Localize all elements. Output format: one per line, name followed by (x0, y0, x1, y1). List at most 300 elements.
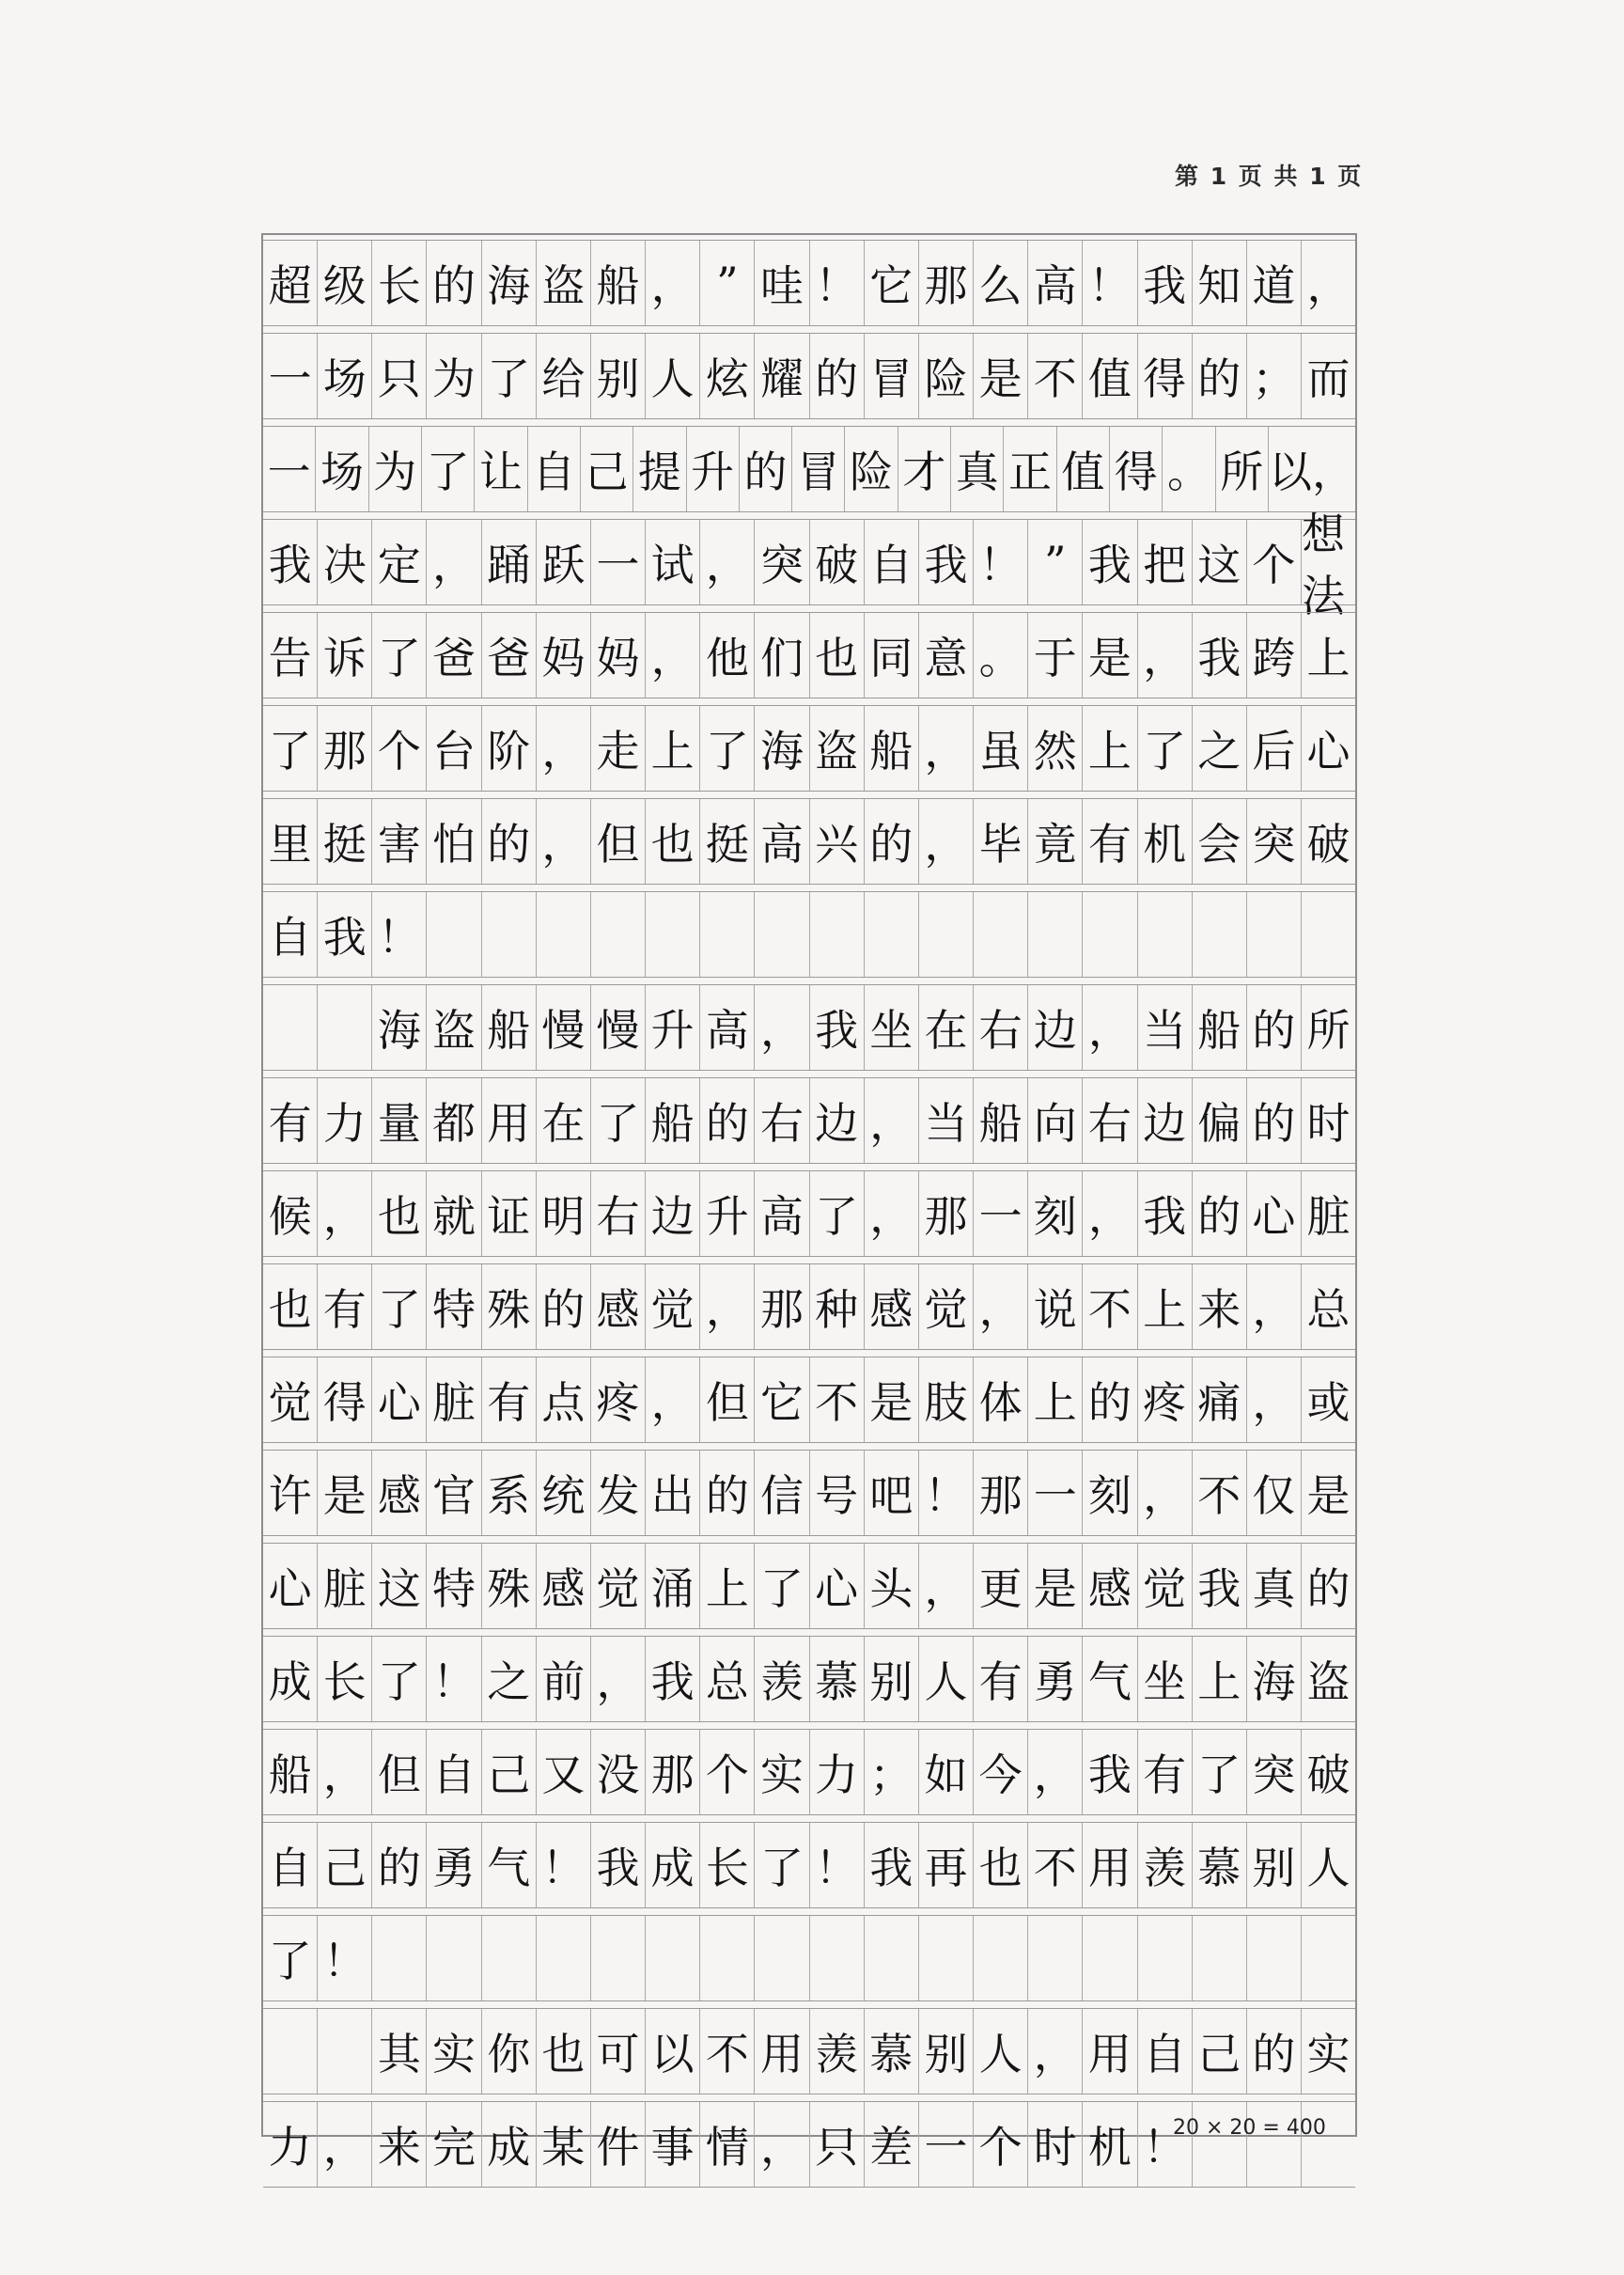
grid-cell: 在 (536, 1078, 590, 1163)
grid-cell: 差 (864, 2102, 918, 2187)
grid-cell: 勇 (426, 1823, 480, 1907)
grid-cell: 冒 (864, 334, 918, 418)
grid-cell: 毕 (973, 799, 1027, 884)
grid-cell: 情 (699, 2102, 754, 2187)
essay-line (263, 1543, 1355, 1629)
grid-cell: 的 (1301, 1544, 1355, 1628)
grid-cell: ！ (918, 1451, 973, 1535)
grid-cell: 候 (268, 1191, 312, 1242)
grid-cell: 它 (864, 241, 918, 325)
grid-cell: 踊 (481, 520, 536, 604)
grid-cell: 系 (481, 1451, 536, 1535)
grid-cell: 是 (973, 334, 1027, 418)
grid-cell: ！ (371, 892, 426, 977)
grid-cell: 知 (1192, 241, 1246, 325)
grid-cell: 为 (368, 427, 421, 511)
grid-cell: 那 (918, 241, 973, 325)
grid-cell: 事 (645, 2102, 699, 2187)
grid-cell (426, 892, 480, 977)
grid-cell: 所 (1301, 985, 1355, 1070)
grid-cell: 用 (481, 1078, 536, 1163)
grid-cell (1137, 892, 1192, 977)
grid-cell: 跃 (536, 520, 590, 604)
grid-cell: 以 (645, 2009, 699, 2094)
essay-line (263, 2101, 1355, 2188)
grid-cell: 觉 (268, 1377, 312, 1428)
grid-cell: 感 (371, 1451, 426, 1535)
grid-cell: 害 (371, 799, 426, 884)
grid-cell: 会 (1192, 799, 1246, 884)
grid-cell: 统 (536, 1451, 590, 1535)
grid-cell: ， (645, 241, 699, 325)
grid-cell (481, 1916, 536, 2000)
grid-cell: 竟 (1027, 799, 1082, 884)
grid-cell: 脏 (1301, 1171, 1355, 1256)
grid-cell: ！ (1082, 241, 1136, 325)
grid-cell: 他 (699, 613, 754, 698)
grid-cell: 个 (699, 1730, 754, 1814)
grid-cell: 慕 (1192, 1823, 1246, 1907)
grid-cell (973, 892, 1027, 977)
grid-cell: 说 (1027, 1264, 1082, 1349)
grid-cell: ” (1027, 520, 1082, 604)
grid-cell: 之 (1192, 706, 1246, 791)
grid-cell: 疼 (590, 1357, 645, 1442)
grid-cell: 险 (918, 334, 973, 418)
grid-cell: 只 (809, 2102, 864, 2187)
grid-cell: 里 (268, 819, 312, 870)
grid-cell: 信 (754, 1451, 808, 1535)
grid-cell: ！ (426, 1637, 480, 1721)
grid-cell: 阶 (481, 706, 536, 791)
grid-cell: 羡 (754, 1637, 808, 1721)
grid-cell: 我 (918, 520, 973, 604)
grid-cell: ， (536, 799, 590, 884)
grid-cell: ， (699, 1264, 754, 1349)
grid-cell: 时 (1301, 1078, 1355, 1163)
grid-cell: 心 (809, 1544, 864, 1628)
grid-cell: 盗 (1301, 1637, 1355, 1721)
grid-cell: 场 (315, 427, 367, 511)
grid-cell: ， (754, 985, 808, 1070)
grid-cell: 今 (973, 1730, 1027, 1814)
grid-cell: 耀 (754, 334, 808, 418)
page-indicator: 第 1 页 共 1 页 (1175, 163, 1364, 190)
grid-cell: ！ (809, 241, 864, 325)
grid-cell: 才 (898, 427, 950, 511)
grid-cell: 了 (754, 1544, 808, 1628)
grid-cell: 这 (371, 1544, 426, 1628)
grid-cell: 也 (645, 799, 699, 884)
grid-cell: 也 (268, 1284, 312, 1335)
grid-cell (645, 1916, 699, 2000)
grid-cell: 但 (699, 1357, 754, 1442)
grid-cell: 用 (1082, 1823, 1136, 1907)
grid-cell: 自 (268, 1843, 312, 1893)
grid-cell: 边 (645, 1171, 699, 1256)
grid-cell: ， (1082, 985, 1136, 1070)
essay-line (263, 240, 1355, 326)
grid-cell: 力 (317, 1078, 371, 1163)
grid-cell: 。 (973, 613, 1027, 698)
grid-cell: 海 (371, 985, 426, 1070)
grid-cell: 许 (268, 1470, 312, 1521)
grid-cell: 刻 (1027, 1171, 1082, 1256)
grid-cell: 海 (754, 706, 808, 791)
grid-cell: 一 (268, 353, 312, 404)
essay-line (263, 1822, 1355, 1908)
grid-cell: 兴 (809, 799, 864, 884)
grid-cell: 船 (973, 1078, 1027, 1163)
grid-cell: 仅 (1246, 1451, 1301, 1535)
grid-cell (263, 985, 317, 1070)
grid-cell: 某 (536, 2102, 590, 2187)
grid-cell: 我 (268, 540, 312, 590)
grid-cell: ， (317, 2102, 371, 2187)
grid-cell: 己 (580, 427, 632, 511)
grid-cell: ， (973, 1264, 1027, 1349)
grid-cell: 想法 (1301, 520, 1355, 604)
essay-line (263, 891, 1355, 978)
grid-cell: 不 (1192, 1451, 1246, 1535)
grid-cell: ， (590, 1637, 645, 1721)
grid-cell: 挺 (317, 799, 371, 884)
grid-cell: 刻 (1082, 1451, 1136, 1535)
essay-line (263, 1077, 1355, 1164)
grid-cell: 但 (371, 1730, 426, 1814)
grid-cell (1246, 2102, 1301, 2187)
grid-cell: 疼 (1137, 1357, 1192, 1442)
grid-cell: 怕 (426, 799, 480, 884)
grid-cell: 觉 (590, 1544, 645, 1628)
grid-cell: ； (1246, 334, 1301, 418)
grid-cell: 点 (536, 1357, 590, 1442)
grid-cell: 证 (481, 1171, 536, 1256)
grid-cell: 机 (1082, 2102, 1136, 2187)
grid-cell: 为 (426, 334, 480, 418)
grid-cell: 力 (268, 2122, 312, 2173)
grid-cell: 痛 (1192, 1357, 1246, 1442)
essay-line (263, 333, 1355, 419)
grid-cell: 也 (809, 613, 864, 698)
grid-cell: 人 (1301, 1823, 1355, 1907)
grid-cell: 总 (1301, 1264, 1355, 1349)
grid-cell: 人 (918, 1637, 973, 1721)
grid-cell: 然 (1027, 706, 1082, 791)
grid-cell: 的 (699, 1451, 754, 1535)
grid-cell: 场 (317, 334, 371, 418)
grid-cell: 升 (645, 985, 699, 1070)
grid-cell: 盗 (426, 985, 480, 1070)
grid-cell (645, 892, 699, 977)
grid-cell: 没 (590, 1730, 645, 1814)
grid-cell: ， (426, 520, 480, 604)
grid-cell: ， (1027, 1730, 1082, 1814)
grid-cell: 定 (371, 520, 426, 604)
grid-cell: 了 (1137, 706, 1192, 791)
grid-spec-label: 20 × 20 = 400 (1173, 2116, 1326, 2140)
grid-cell (1246, 1916, 1301, 2000)
grid-cell: ， (918, 1544, 973, 1628)
grid-cell: ， (1246, 1264, 1301, 1349)
grid-cell: 只 (371, 334, 426, 418)
grid-cell: 吧 (864, 1451, 918, 1535)
grid-cell (426, 1916, 480, 2000)
grid-cell: 用 (1082, 2009, 1136, 2094)
grid-cell: 勇 (1027, 1637, 1082, 1721)
grid-cell: 那 (918, 1171, 973, 1256)
grid-cell: 脏 (426, 1357, 480, 1442)
grid-cell: 上 (1192, 1637, 1246, 1721)
grid-cell: 头 (864, 1544, 918, 1628)
grid-cell: 得 (1137, 334, 1192, 418)
grid-cell: 的 (809, 334, 864, 418)
grid-cell: 了 (754, 1823, 808, 1907)
grid-cell (1192, 892, 1246, 977)
grid-cell: 特 (426, 1264, 480, 1349)
grid-cell: 一 (1027, 1451, 1082, 1535)
grid-cell: 不 (699, 2009, 754, 2094)
grid-cell: 心 (1246, 1171, 1301, 1256)
grid-cell: 炫 (699, 334, 754, 418)
grid-cell: 了 (481, 334, 536, 418)
grid-cell: 上 (1027, 1357, 1082, 1442)
grid-cell: 一 (590, 520, 645, 604)
grid-cell: 但 (590, 799, 645, 884)
grid-cell: 的 (699, 1078, 754, 1163)
grid-cell: 破 (1301, 799, 1355, 884)
grid-cell: 我 (1082, 520, 1136, 604)
grid-cell: 自 (864, 520, 918, 604)
grid-cell: 么 (973, 241, 1027, 325)
grid-cell: 边 (809, 1078, 864, 1163)
grid-cell (371, 1916, 426, 2000)
grid-cell: 力 (809, 1730, 864, 1814)
grid-cell: 实 (426, 2009, 480, 2094)
grid-cell: 不 (1082, 1264, 1136, 1349)
grid-cell (1027, 892, 1082, 977)
grid-cell: 用 (754, 2009, 808, 2094)
grid-cell (1192, 2102, 1246, 2187)
grid-cell (590, 892, 645, 977)
grid-cell: ， (918, 799, 973, 884)
grid-cell: 意 (918, 613, 973, 698)
grid-cell: 明 (536, 1171, 590, 1256)
grid-cell: 成 (481, 2102, 536, 2187)
grid-cell: 它 (754, 1357, 808, 1442)
grid-cell: 上 (645, 706, 699, 791)
grid-cell: 你 (481, 2009, 536, 2094)
grid-cell: 冒 (791, 427, 844, 511)
grid-cell (1246, 892, 1301, 977)
grid-cell: 是 (317, 1451, 371, 1535)
grid-cell: 我 (809, 985, 864, 1070)
grid-cell: 己 (481, 1730, 536, 1814)
grid-cell: 我 (864, 1823, 918, 1907)
grid-cell: 是 (864, 1357, 918, 1442)
grid-cell (317, 985, 371, 1070)
grid-cell: 那 (973, 1451, 1027, 1535)
grid-cell: 了 (268, 1936, 312, 1986)
grid-cell: 的 (1246, 985, 1301, 1070)
grid-cell: 的 (481, 799, 536, 884)
grid-cell: ， (536, 706, 590, 791)
grid-cell: 一 (267, 447, 311, 497)
grid-cell: 盗 (536, 241, 590, 325)
grid-cell: 一 (973, 1171, 1027, 1256)
grid-cell: 的 (1082, 1357, 1136, 1442)
grid-cell (1192, 1916, 1246, 2000)
grid-cell: 也 (973, 1823, 1027, 1907)
essay-line (263, 1263, 1355, 1350)
grid-cell: 有 (1082, 799, 1136, 884)
grid-cell (918, 1916, 973, 2000)
grid-cell (536, 1916, 590, 2000)
grid-cell (263, 2009, 317, 2094)
essay-line (263, 1357, 1355, 1443)
grid-cell: ； (864, 1730, 918, 1814)
grid-cell: 向 (1027, 1078, 1082, 1163)
grid-cell (864, 1916, 918, 2000)
grid-cell: 跨 (1246, 613, 1301, 698)
grid-cell: 的 (536, 1264, 590, 1349)
essay-line (263, 1915, 1355, 2001)
grid-cell: 的 (1246, 2009, 1301, 2094)
grid-cell: 级 (317, 241, 371, 325)
grid-cell: 坐 (1137, 1637, 1192, 1721)
grid-cell: 让 (474, 427, 526, 511)
grid-cell: 当 (1137, 985, 1192, 1070)
grid-cell: 上 (699, 1544, 754, 1628)
grid-cell: 都 (426, 1078, 480, 1163)
grid-cell: 机 (1137, 799, 1192, 884)
grid-cell: ， (1027, 2009, 1082, 2094)
grid-cell: 同 (864, 613, 918, 698)
grid-cell: 我 (1192, 613, 1246, 698)
grid-cell: 的 (1246, 1078, 1301, 1163)
composition-grid-paper (261, 233, 1357, 2173)
grid-cell: 告 (268, 633, 312, 683)
grid-cell: 之 (481, 1637, 536, 1721)
grid-cell: 的 (426, 241, 480, 325)
grid-cell (1301, 2102, 1355, 2187)
grid-cell: 突 (1246, 799, 1301, 884)
grid-cell: 哇 (754, 241, 808, 325)
grid-cell: 气 (481, 1823, 536, 1907)
grid-cell: ！ (809, 1823, 864, 1907)
grid-cell: ， (1137, 613, 1192, 698)
grid-cell: 虽 (973, 706, 1027, 791)
grid-cell: 殊 (481, 1264, 536, 1349)
grid-cell: 成 (268, 1656, 312, 1707)
essay-line (263, 1636, 1355, 1722)
grid-cell: 险 (844, 427, 897, 511)
essay-line (263, 1170, 1355, 1257)
essay-line (263, 1450, 1355, 1536)
grid-cell (973, 1916, 1027, 2000)
grid-cell: 慕 (809, 1637, 864, 1721)
grid-cell (809, 892, 864, 977)
grid-cell: 特 (426, 1544, 480, 1628)
grid-cell: 一 (918, 2102, 973, 2187)
grid-cell: 长 (317, 1637, 371, 1721)
grid-cell: 突 (754, 520, 808, 604)
grid-cell: 其 (371, 2009, 426, 2094)
grid-cell: 右 (754, 1078, 808, 1163)
grid-cell: 来 (1192, 1264, 1246, 1349)
grid-cell: 别 (1246, 1823, 1301, 1907)
grid-cell (754, 892, 808, 977)
grid-cell: 不 (1027, 1823, 1082, 1907)
grid-cell: 船 (1192, 985, 1246, 1070)
grid-cell: 感 (1082, 1544, 1136, 1628)
grid-cell: 升 (686, 427, 739, 511)
grid-cell: 羡 (1137, 1823, 1192, 1907)
grid-cell: 不 (1027, 334, 1082, 418)
grid-cell: 如 (918, 1730, 973, 1814)
grid-cell: 正 (1003, 427, 1055, 511)
grid-cell: 件 (590, 2102, 645, 2187)
grid-cell: 边 (1027, 985, 1082, 1070)
grid-cell: 心 (268, 1563, 312, 1614)
grid-cell: 实 (754, 1730, 808, 1814)
grid-cell: 坐 (864, 985, 918, 1070)
grid-cell: 也 (371, 1171, 426, 1256)
essay-line (263, 2008, 1355, 2095)
grid-cell: 号 (809, 1451, 864, 1535)
essay-line (263, 1729, 1355, 1815)
grid-cell: ， (645, 613, 699, 698)
grid-cell: 觉 (918, 1264, 973, 1349)
grid-cell: 我 (1192, 1544, 1246, 1628)
grid-cell: 了 (699, 706, 754, 791)
grid-cell: 高 (699, 985, 754, 1070)
grid-cell: 海 (481, 241, 536, 325)
grid-cell: 自 (527, 427, 580, 511)
grid-cell: 感 (864, 1264, 918, 1349)
grid-cell: 了 (421, 427, 474, 511)
grid-cell: ” (699, 241, 754, 325)
grid-cell: ， (864, 1171, 918, 1256)
grid-cell: 的 (864, 799, 918, 884)
grid-cell: 了 (371, 1637, 426, 1721)
grid-cell: 给 (536, 334, 590, 418)
grid-cell: 真 (1246, 1544, 1301, 1628)
grid-cell: ， (1082, 1171, 1136, 1256)
grid-cell: 们 (754, 613, 808, 698)
grid-cell: 台 (426, 706, 480, 791)
grid-cell: 来 (371, 2102, 426, 2187)
grid-cell: 总 (699, 1637, 754, 1721)
grid-cell: 我 (317, 892, 371, 977)
grid-cell: 升 (699, 1171, 754, 1256)
grid-cell (1137, 1916, 1192, 2000)
grid-cell: 诉 (317, 613, 371, 698)
grid-cell: 得 (1109, 427, 1162, 511)
grid-cell (1027, 1916, 1082, 2000)
grid-cell: 把 (1137, 520, 1192, 604)
grid-cell: 道 (1246, 241, 1301, 325)
grid-cell: 那 (754, 1264, 808, 1349)
grid-cell (1082, 892, 1136, 977)
grid-cell: 提 (632, 427, 685, 511)
grid-cell: 值 (1082, 334, 1136, 418)
grid-cell: 出 (645, 1451, 699, 1535)
grid-cell (317, 2009, 371, 2094)
grid-cell (809, 1916, 864, 2000)
grid-cell: 涌 (645, 1544, 699, 1628)
grid-cell: 而 (1301, 334, 1355, 418)
